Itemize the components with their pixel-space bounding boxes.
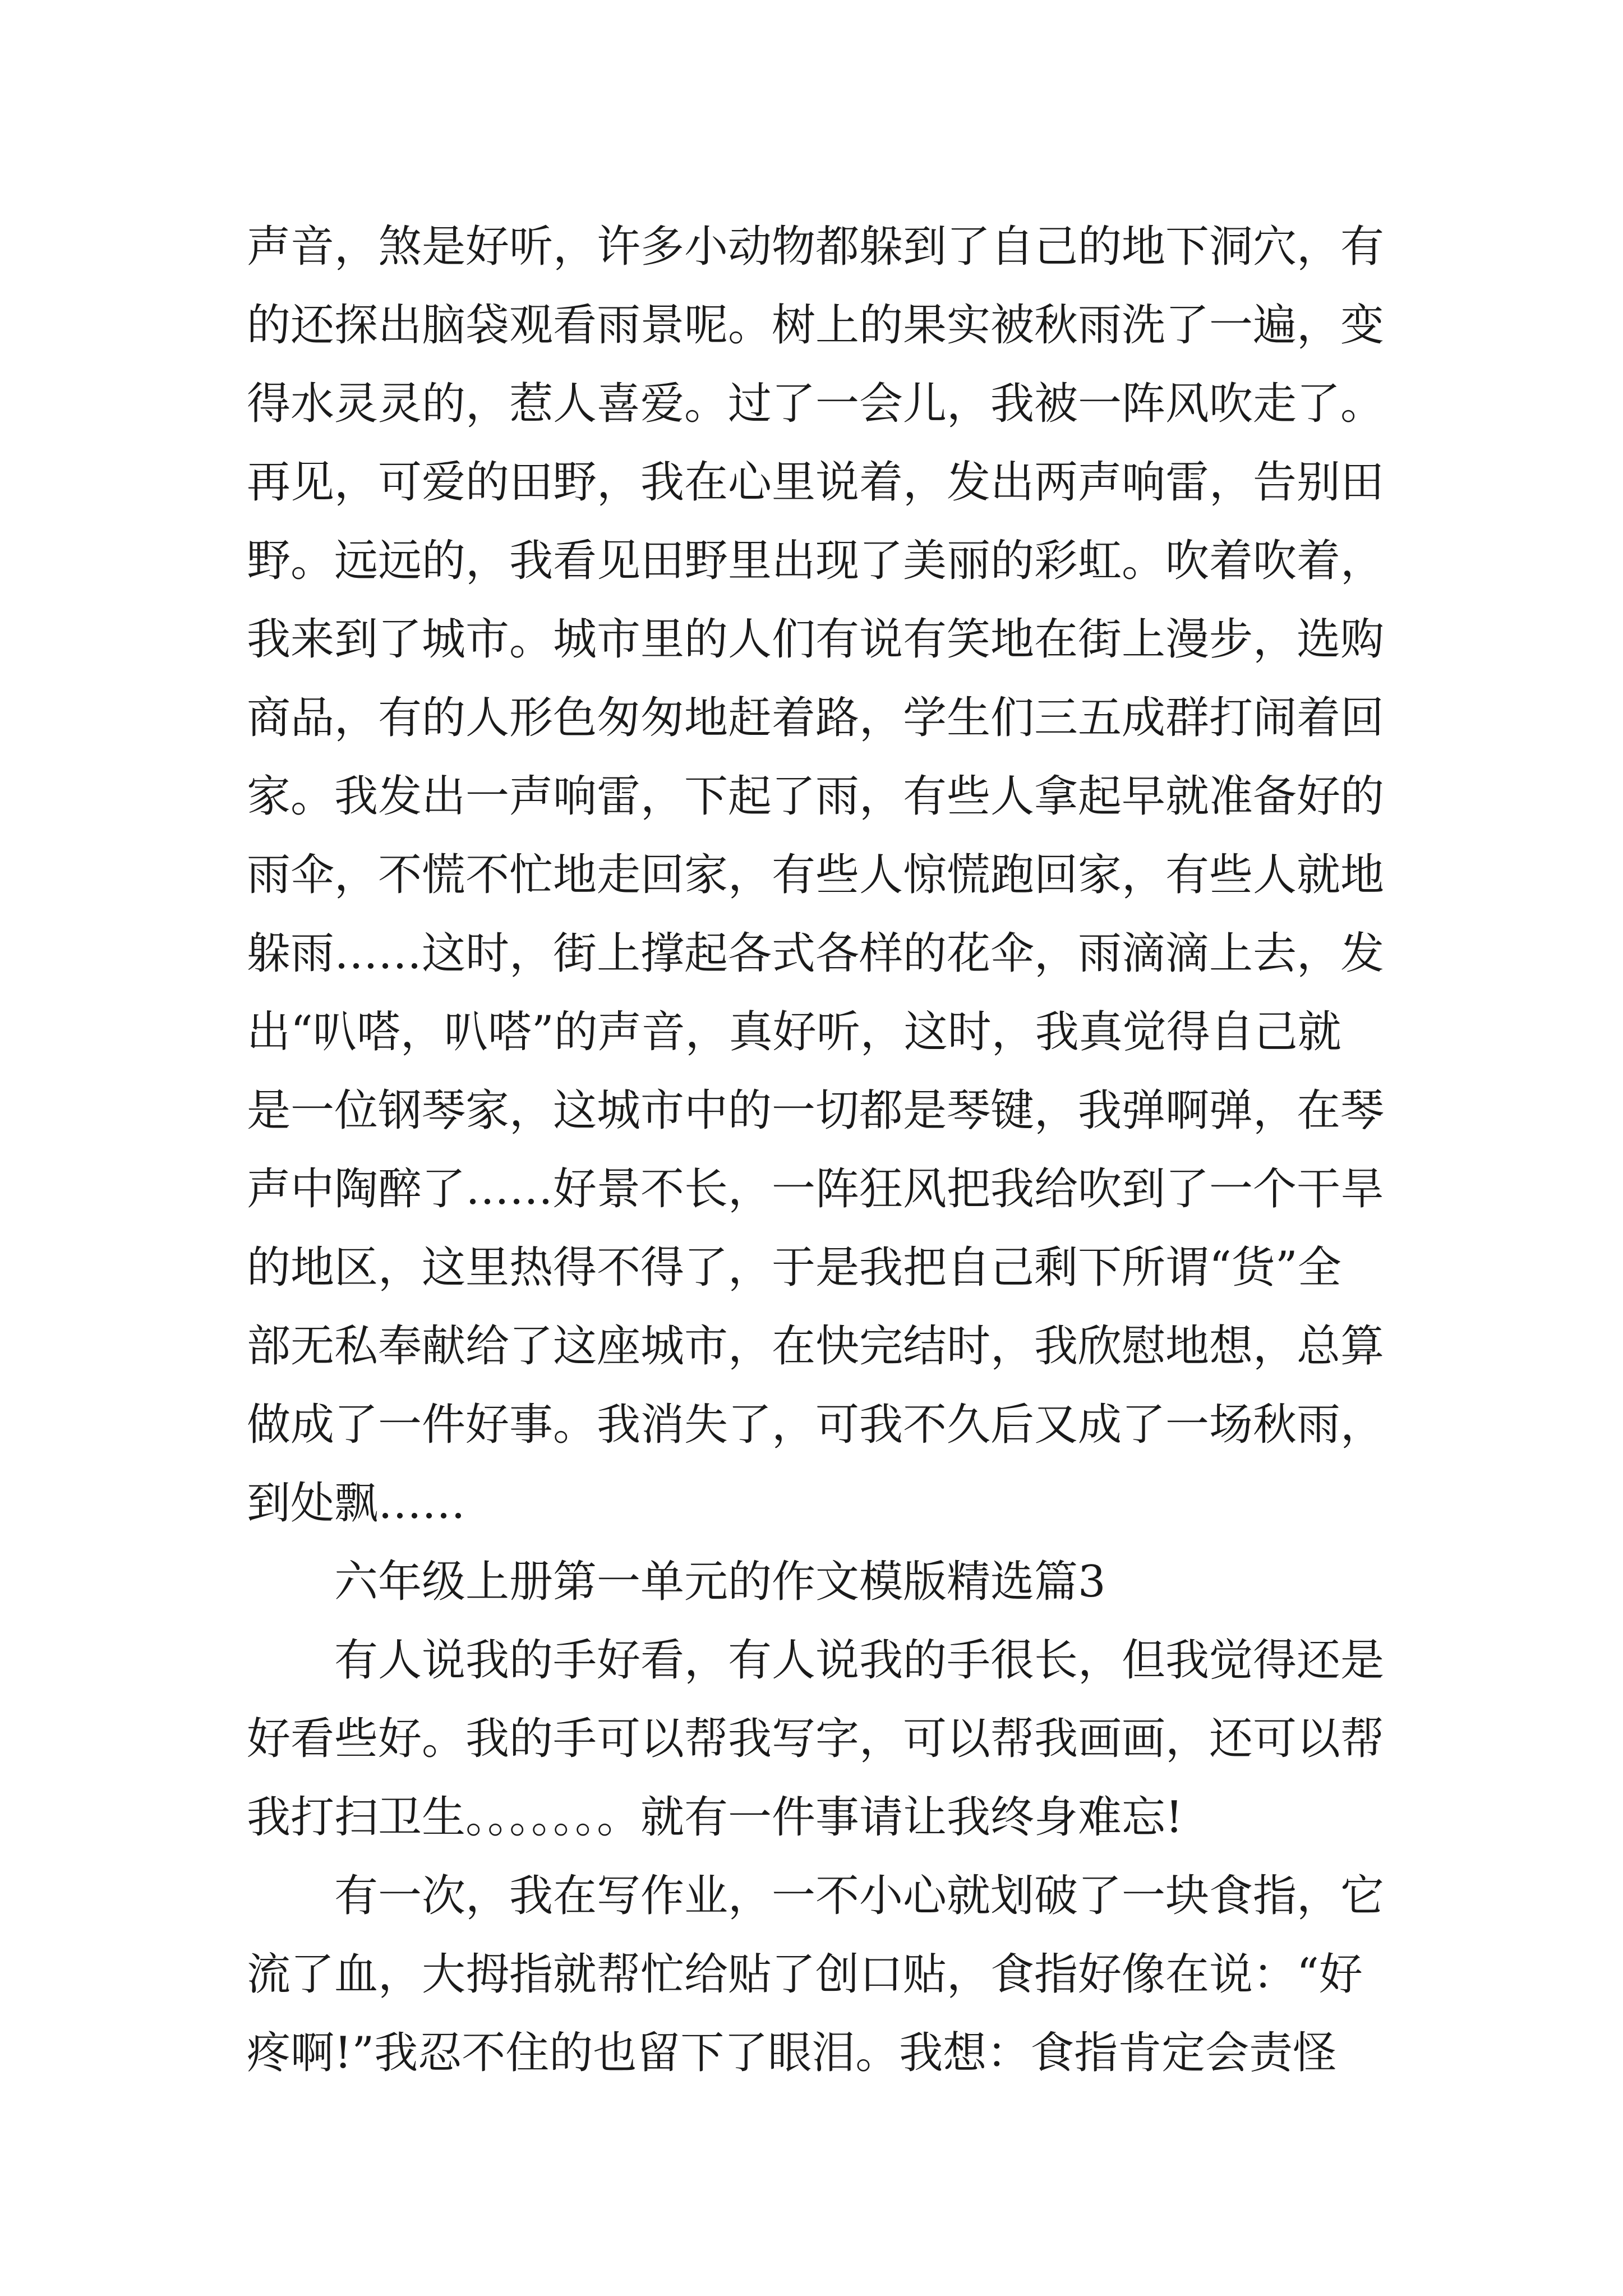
text-line: 商品，有的人形色匆匆地赶着路，学生们三五成群打闹着回 bbox=[247, 693, 1385, 743]
text-line: 流了血，大拇指就帮忙给贴了创口贴，食指好像在说：“好 bbox=[247, 1949, 1363, 2000]
section-heading: 六年级上册第一单元的作文模版精选篇3 bbox=[334, 1557, 1106, 1607]
text-line: 出“叭嗒，叭嗒”的声音，真好听，这时，我真觉得自己就 bbox=[247, 1007, 1341, 1057]
text-line: 躲雨……这时，街上撑起各式各样的花伞，雨滴滴上去，发 bbox=[247, 928, 1385, 979]
text-line: 的还探出脑袋观看雨景呢。树上的果实被秋雨洗了一遍，变 bbox=[247, 300, 1385, 351]
text-line: 野。远远的，我看见田野里出现了美丽的彩虹。吹着吹着， bbox=[247, 536, 1385, 586]
text-line: 声音，煞是好听，许多小动物都躲到了自己的地下洞穴，有 bbox=[247, 222, 1385, 272]
text-line: 声中陶醉了……好景不长，一阵狂风把我给吹到了一个干旱 bbox=[247, 1164, 1385, 1214]
text-line: 雨伞，不慌不忙地走回家，有些人惊慌跑回家，有些人就地 bbox=[247, 850, 1385, 900]
text-line: 疼啊!”我忍不住的也留下了眼泪。我想：食指肯定会责怪 bbox=[247, 2028, 1337, 2078]
text-line: 有一次，我在写作业，一不小心就划破了一块食指，它 bbox=[334, 1871, 1385, 1921]
text-line: 部无私奉献给了这座城市，在快完结时，我欣慰地想，总算 bbox=[247, 1321, 1385, 1372]
text-line: 好看些好。我的手可以帮我写字，可以帮我画画，还可以帮 bbox=[247, 1714, 1385, 1764]
text-line: 有人说我的手好看，有人说我的手很长，但我觉得还是 bbox=[334, 1635, 1385, 1686]
text-line: 的地区，这里热得不得了，于是我把自己剩下所谓“货”全 bbox=[247, 1243, 1341, 1293]
text-line: 是一位钢琴家，这城市中的一切都是琴键，我弹啊弹，在琴 bbox=[247, 1085, 1385, 1136]
text-line: 家。我发出一声响雷，下起了雨，有些人拿起早就准备好的 bbox=[247, 771, 1385, 822]
text-line: 到处飘…… bbox=[247, 1478, 466, 1529]
essay-body bbox=[247, 208, 1413, 2092]
text-line: 再见，可爱的田野，我在心里说着，发出两声响雷，告别田 bbox=[247, 457, 1385, 508]
text-line: 我打扫卫生。。。。。。。就有一件事请让我终身难忘! bbox=[247, 1792, 1183, 1843]
text-line: 我来到了城市。城市里的人们有说有笑地在街上漫步，选购 bbox=[247, 614, 1385, 665]
text-line: 得水灵灵的，惹人喜爱。过了一会儿，我被一阵风吹走了。 bbox=[247, 379, 1385, 429]
text-line: 做成了一件好事。我消失了，可我不久后又成了一场秋雨， bbox=[247, 1400, 1385, 1450]
